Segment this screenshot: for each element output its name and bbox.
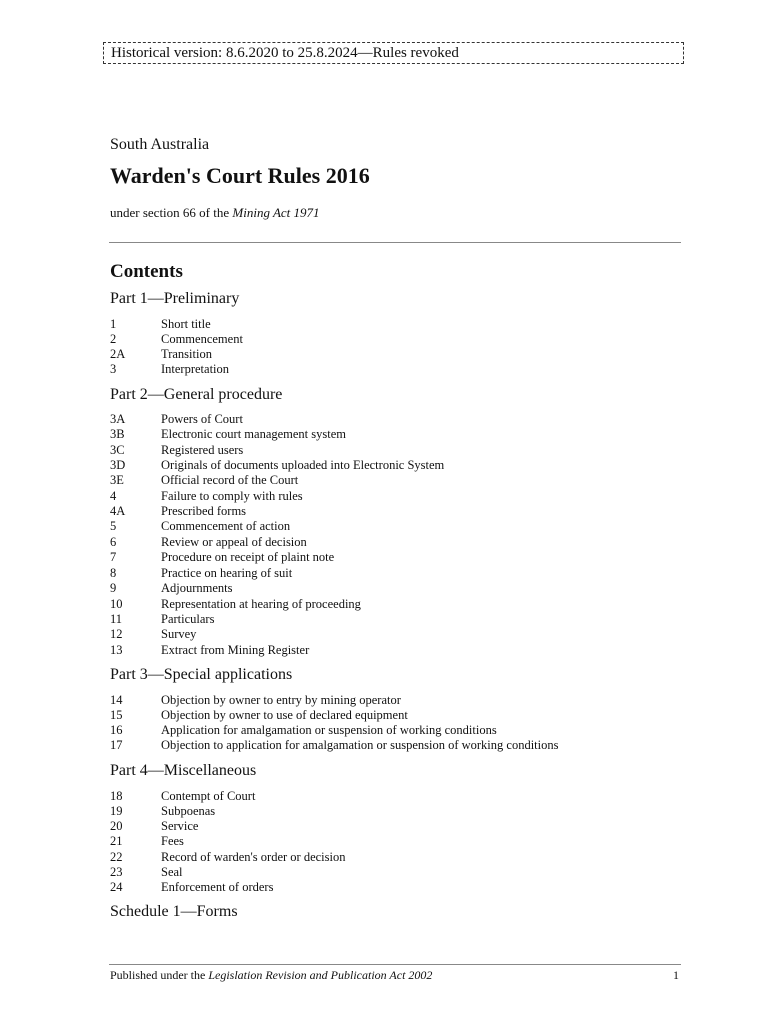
toc-num: 9 [110,581,117,595]
page-number: 1 [673,968,679,982]
toc-entry[interactable] [110,834,184,849]
toc-text: Service [161,819,199,833]
toc-text: Objection by owner to entry by mining operator [161,693,401,707]
toc-entry[interactable] [110,581,233,596]
toc-num: 4 [110,489,117,503]
toc-text: Application for amalgamation or suspension of working conditions [161,723,497,737]
footer-divider [109,964,681,965]
toc-entry[interactable] [110,443,243,458]
toc-entry[interactable] [110,850,345,865]
toc-text: Commencement of action [161,519,291,533]
title-divider [109,242,681,243]
page-footer [110,968,681,983]
toc-text: Commencement [161,332,243,346]
toc-text: Adjournments [161,581,233,595]
toc-num: 16 [110,723,123,737]
toc-entry[interactable] [110,643,309,658]
toc-entry[interactable] [110,819,198,834]
toc-num: 3 [110,362,117,376]
toc-entry[interactable] [110,519,290,534]
document-title: Warden's Court Rules 2016 [110,163,370,188]
toc-num: 3A [110,412,126,426]
enabling-act-line [110,205,320,221]
toc-num: 3C [110,443,125,457]
toc-text: Record of warden's order or decision [161,850,346,864]
toc-entry[interactable] [110,880,273,895]
toc-entry[interactable] [110,789,255,804]
toc-text: Particulars [161,612,215,626]
toc-entry[interactable] [110,362,229,377]
toc-entry[interactable] [110,708,408,723]
toc-entry[interactable] [110,612,214,627]
contents-heading: Contents [110,261,183,282]
toc-num: 17 [110,738,123,752]
toc-entry[interactable] [110,550,334,565]
toc-entry[interactable] [110,597,361,612]
toc-text: Objection by owner to use of declared equipment [161,708,408,722]
part-2-heading[interactable]: Part 2—General procedure [110,386,283,403]
toc-entry[interactable] [110,865,183,880]
toc-entry[interactable] [110,427,346,442]
toc-text: Subpoenas [161,804,216,818]
toc-num: 22 [110,850,123,864]
toc-text: Fees [161,834,184,848]
toc-num: 19 [110,804,123,818]
toc-text: Registered users [161,443,244,457]
toc-num: 18 [110,789,123,803]
toc-num: 6 [110,535,117,549]
toc-text: Survey [161,627,197,641]
toc-entry[interactable] [110,489,303,504]
toc-num: 1 [110,317,117,331]
toc-num: 12 [110,627,123,641]
toc-text: Objection to application for amalgamation or suspension of working conditions [161,738,559,752]
toc-text: Failure to comply with rules [161,489,303,503]
toc-num: 2A [110,347,126,361]
part-4-heading[interactable]: Part 4—Miscellaneous [110,762,257,779]
toc-text: Procedure on receipt of plaint note [161,550,335,564]
toc-text: Transition [161,347,212,361]
toc-num: 11 [110,612,123,626]
toc-entry[interactable] [110,412,243,427]
toc-num: 2 [110,332,117,346]
toc-num: 24 [110,880,123,894]
toc-entry[interactable] [110,332,243,347]
toc-entry[interactable] [110,458,444,473]
toc-num: 3E [110,473,124,487]
toc-entry[interactable] [110,347,212,362]
toc-text: Extract from Mining Register [161,643,310,657]
toc-entry[interactable] [110,693,401,708]
enabling-act-prefix: under section 66 of the [110,205,233,220]
toc-num: 5 [110,519,117,533]
toc-text: Powers of Court [161,412,243,426]
toc-text: Seal [161,865,183,879]
toc-num: 21 [110,834,123,848]
toc-entry[interactable] [110,627,196,642]
toc-text: Originals of documents uploaded into Electronic System [161,458,445,472]
toc-num: 4A [110,504,126,518]
toc-entry[interactable] [110,723,497,738]
toc-num: 23 [110,865,123,879]
toc-text: Enforcement of orders [161,880,274,894]
toc-num: 7 [110,550,117,564]
toc-text: Prescribed forms [161,504,247,518]
toc-entry[interactable] [110,504,246,519]
toc-num: 8 [110,566,117,580]
jurisdiction: South Australia [110,136,210,153]
toc-entry[interactable] [110,473,298,488]
footer-act-name: Legislation Revision and Publication Act 2002 [208,968,433,982]
toc-num: 13 [110,643,123,657]
toc-text: Short title [161,317,211,331]
toc-text: Contempt of Court [161,789,256,803]
toc-entry[interactable] [110,317,211,332]
toc-text: Review or appeal of decision [161,535,307,549]
toc-entry[interactable] [110,566,292,581]
toc-entry[interactable] [110,535,307,550]
toc-num: 14 [110,693,123,707]
toc-text: Electronic court management system [161,427,347,441]
toc-entry[interactable] [110,804,215,819]
toc-text: Representation at hearing of proceeding [161,597,361,611]
toc-text: Practice on hearing of suit [161,566,293,580]
historical-version-banner: Historical version: 8.6.2020 to 25.8.2024—Rules revoked [103,42,684,64]
toc-num: 10 [110,597,123,611]
toc-text: Official record of the Court [161,473,299,487]
toc-num: 3D [110,458,126,472]
toc-num: 15 [110,708,123,722]
schedule-1-heading[interactable]: Schedule 1—Forms [110,903,238,920]
part-1-heading[interactable]: Part 1—Preliminary [110,290,240,307]
toc-num: 3B [110,427,125,441]
part-3-heading[interactable]: Part 3—Special applications [110,666,293,683]
toc-text: Interpretation [161,362,230,376]
enabling-act-name: Mining Act 1971 [232,205,320,220]
footer-prefix: Published under the [110,968,209,982]
toc-num: 20 [110,819,123,833]
toc-entry[interactable] [110,738,559,753]
